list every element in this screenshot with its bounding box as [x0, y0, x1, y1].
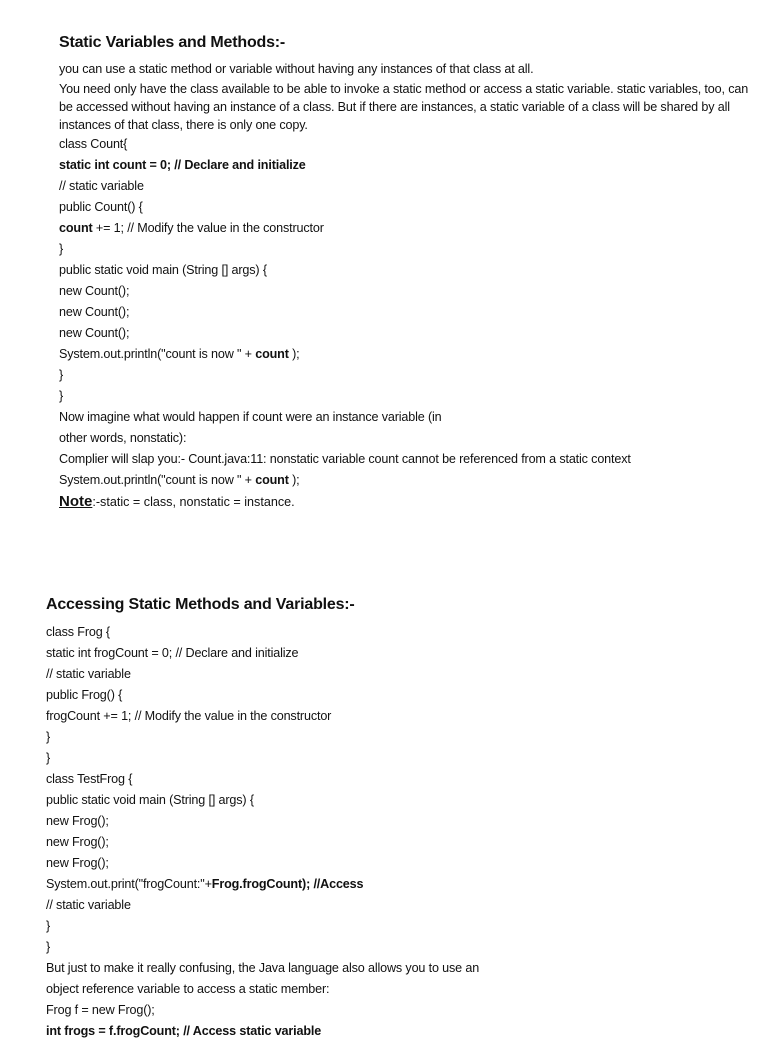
text-line [46, 916, 746, 937]
text-segment: ); [288, 347, 300, 361]
section-title: Static Variables and Methods:- [59, 34, 286, 51]
text-line [46, 748, 746, 769]
text-line [46, 895, 746, 916]
text-segment: int frogs = f.frogCount; // Access static variable [46, 1024, 322, 1038]
text-segment: public static void main (String [] args) { [46, 793, 254, 807]
text-segment: class Frog { [46, 625, 110, 639]
section-title: Accessing Static Methods and Variables:- [46, 596, 355, 613]
text-segment: class TestFrog { [46, 772, 133, 786]
text-line [59, 344, 749, 365]
text-segment: new Count(); [59, 326, 130, 340]
text-segment: new Frog(); [46, 856, 109, 870]
text-segment: object reference variable to access a static member: [46, 982, 330, 996]
text-segment: new Count(); [59, 284, 130, 298]
text-line [46, 1000, 746, 1021]
text-segment: ); [288, 473, 300, 487]
text-line [46, 622, 746, 643]
text-segment: System.out.println("count is now " + [59, 473, 256, 487]
text-line [59, 470, 749, 491]
intro-paragraph-1: you can use a static method or variable without having any instances of that class at all. [59, 62, 534, 76]
text-line [59, 134, 749, 155]
text-segment: new Count(); [59, 305, 130, 319]
section-accessing-static [46, 594, 746, 1042]
text-line [59, 428, 749, 449]
text-line [46, 832, 746, 853]
text-segment: But just to make it really confusing, the Java language also allows you to use an [46, 961, 480, 975]
text-line [59, 218, 749, 239]
text-segment: Frog f = new Frog(); [46, 1003, 155, 1017]
note-line [59, 491, 749, 513]
text-segment: count [255, 347, 289, 361]
text-segment: // static variable [46, 898, 131, 912]
text-line [46, 664, 746, 685]
text-segment: // static variable [59, 179, 144, 193]
text-line [46, 643, 746, 664]
text-segment: new Frog(); [46, 814, 109, 828]
text-line [46, 937, 746, 958]
text-segment: } [59, 389, 64, 403]
text-line [59, 323, 749, 344]
intro-paragraph-2: You need only have the class available to be able to invoke a static method or access a static variable. static variables, too, can be accessed without having an instance of a class. But if there are instances, a static variable of a class will be shared by all instances of that class, there is only one copy. [59, 82, 749, 132]
note-label: Note [59, 493, 93, 510]
text-segment: Complier will slap you:- Count.java:11: nonstatic variable count cannot be referenced from a static context [59, 452, 631, 466]
text-segment: } [46, 940, 51, 954]
text-segment: class Count{ [59, 137, 128, 151]
text-line [46, 958, 746, 979]
text-segment: Now imagine what would happen if count were an instance variable (in [59, 410, 442, 424]
note-text: :-static = class, nonstatic = instance. [92, 495, 295, 509]
text-line [59, 260, 749, 281]
text-segment: static int frogCount = 0; // Declare and initialize [46, 646, 299, 660]
text-line [59, 197, 749, 218]
text-segment: Frog.frogCount); //Access [211, 877, 364, 891]
text-segment: static int count = 0; // Declare and initialize [59, 158, 306, 172]
text-line [46, 769, 746, 790]
text-line [46, 706, 746, 727]
text-line [46, 790, 746, 811]
code-listing [59, 134, 749, 491]
text-line [59, 176, 749, 197]
text-segment: count [59, 221, 93, 235]
text-line [46, 685, 746, 706]
text-line [59, 239, 749, 260]
text-segment: } [59, 368, 64, 382]
text-line [59, 302, 749, 323]
text-segment: public Frog() { [46, 688, 123, 702]
text-line [46, 853, 746, 874]
text-line [46, 874, 746, 895]
text-segment: System.out.println("count is now " + [59, 347, 256, 361]
text-line [46, 811, 746, 832]
text-line [46, 1021, 746, 1042]
text-line [59, 386, 749, 407]
text-segment: += 1; // Modify the value in the constructor [92, 221, 324, 235]
text-segment: // static variable [46, 667, 131, 681]
text-line [59, 281, 749, 302]
section-static-variables [59, 32, 749, 513]
text-segment: public Count() { [59, 200, 143, 214]
text-segment: } [46, 730, 51, 744]
text-segment: frogCount += 1; // Modify the value in the constructor [46, 709, 332, 723]
text-segment: } [46, 751, 51, 765]
text-segment: other words, nonstatic): [59, 431, 187, 445]
text-line [59, 365, 749, 386]
text-segment: } [46, 919, 51, 933]
text-segment: count [255, 473, 289, 487]
text-segment: System.out.print("frogCount:"+ [46, 877, 212, 891]
text-segment: public static void main (String [] args) { [59, 263, 267, 277]
text-segment: new Frog(); [46, 835, 109, 849]
text-line [59, 449, 749, 470]
text-line [59, 155, 749, 176]
text-line [46, 727, 746, 748]
text-line [59, 407, 749, 428]
code-listing [46, 622, 746, 1042]
text-line [46, 979, 746, 1000]
text-segment: } [59, 242, 64, 256]
